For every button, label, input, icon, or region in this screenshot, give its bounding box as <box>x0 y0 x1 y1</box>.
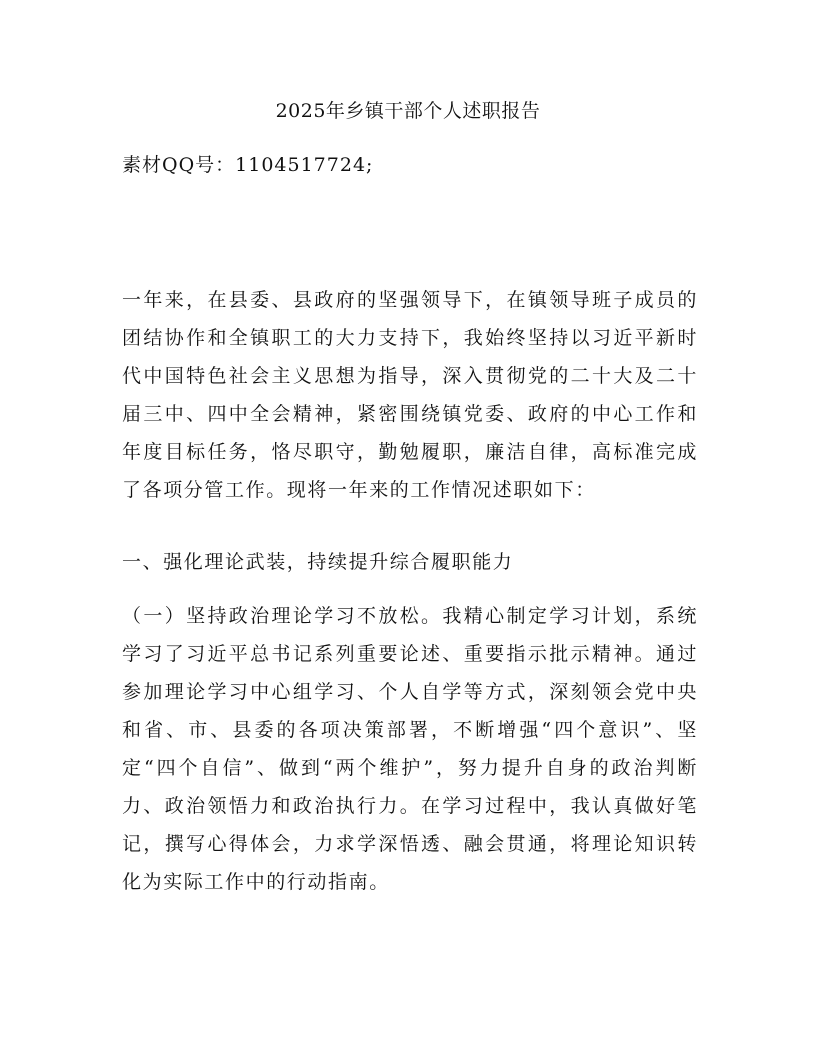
source-line: 素材QQ号：1104517724; <box>122 154 374 176</box>
intro-paragraph: 一年来，在县委、县政府的坚强领导下，在镇领导班子成员的团结协作和全镇职工的大力支持下，我始终坚持以习近平新时代中国特色社会主义思想为指导，深入贯彻党的二十大及二十届三中、四中全会精神，紧密围绕镇党委、政府的中心工作和年度目标任务，恪尽职守，勤勉履职，廉洁自律，高标准完成了各项分管工作。现将一年来的工作情况述职如下： <box>122 289 698 501</box>
body-paragraph: （一）坚持政治理论学习不放松。我精心制定学习计划，系统学习了习近平总书记系列重要论述、重要指示批示精神。通过参加理论学习中心组学习、个人自学等方式，深刻领会党中央和省、市、县委的各项决策部署，不断增强“四个意识”、坚定“四个自信”、做到“两个维护”，努力提升自身的政治判断力、政治领悟力和政治执行力。在学习过程中，我认真做好笔记，撰写心得体会，力求学深悟透、融会贯通，将理论知识转化为实际工作中的行动指南。 <box>122 605 698 893</box>
section-heading: 一、强化理论武装，持续提升综合履职能力 <box>122 551 514 573</box>
document-title: 2025年乡镇干部个人述职报告 <box>275 100 541 122</box>
